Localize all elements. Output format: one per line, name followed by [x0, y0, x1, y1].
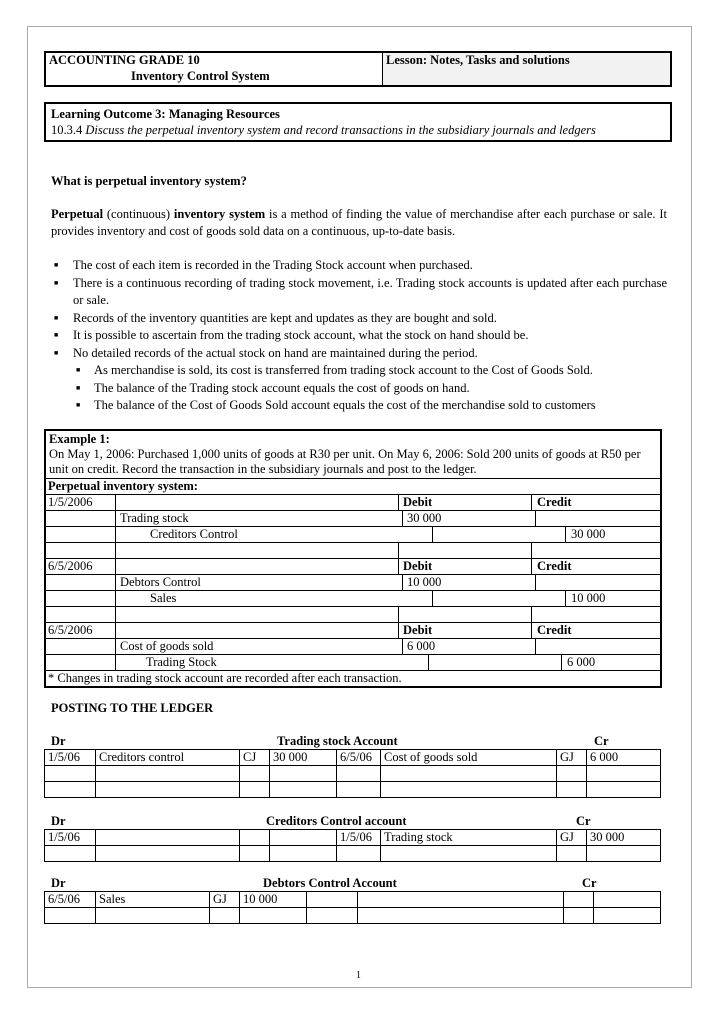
- ledger-cell: [594, 892, 661, 908]
- ledger-dr-label: Dr: [51, 734, 66, 748]
- credit-amount: 6 000: [567, 655, 596, 669]
- example-box: [44, 429, 662, 688]
- system-label: Perpetual inventory system:: [46, 478, 660, 494]
- sub-bullet-item: ■ The balance of the Cost of Goods Sold account equals the cost of the merchandise sold to customers: [48, 397, 667, 415]
- entry-date: 6/5/2006: [46, 559, 116, 574]
- ledger-dr-label: Dr: [51, 814, 66, 828]
- ledger-cell: 30 000: [587, 830, 661, 846]
- debit-account: Debtors Control: [116, 575, 403, 590]
- debit-amount: 30 000: [403, 511, 536, 526]
- credit-heading: Credit: [537, 623, 572, 637]
- credit-heading: Credit: [537, 495, 572, 509]
- ledger-cr-label: Cr: [594, 734, 609, 748]
- ledger-cell: [270, 830, 337, 846]
- bullet-item: ■ Records of the inventory quantities are kept and updates as they are bought and sold.: [48, 310, 667, 328]
- ledger-cell: Sales: [96, 892, 210, 908]
- bullet-item: ■ The cost of each item is recorded in the Trading Stock account when purchased.: [48, 257, 667, 275]
- ledger-cell: Trading stock: [381, 830, 557, 846]
- bullet-list: [48, 257, 667, 415]
- ledger-cell: 30 000: [270, 750, 337, 766]
- header-table: [44, 51, 672, 87]
- ledger-cell: 6/5/06: [337, 750, 381, 766]
- bullet-item: ■ There is a continuous recording of trading stock movement, i.e. Trading stock accounts is updated after each purchase or sale.: [48, 275, 667, 310]
- bullet-item: ■ It is possible to ascertain from the trading stock account, what the stock on hand should be.: [48, 327, 667, 345]
- subject-title: ACCOUNTING GRADE 10: [45, 52, 383, 69]
- debit-amount: 6 000: [403, 639, 536, 654]
- learning-outcome-text: Discuss the perpetual inventory system and record transactions in the subsidiary journals and ledgers: [85, 123, 596, 137]
- sub-bullet-item: ■ The balance of the Trading stock account equals the cost of goods on hand.: [48, 380, 667, 398]
- entry-date: 1/5/2006: [46, 495, 116, 510]
- learning-outcome-box: [44, 102, 672, 142]
- debit-heading: Debit: [399, 623, 532, 638]
- ledger-cell: GJ: [557, 750, 587, 766]
- ledger-cell: 6 000: [587, 750, 661, 766]
- credit-heading: Credit: [537, 559, 572, 573]
- bullet-item: ■ No detailed records of the actual stock on hand are maintained during the period.: [48, 345, 667, 363]
- learning-outcome-code: 10.3.4: [51, 123, 83, 137]
- lesson-title: Lesson: Notes, Tasks and solutions: [383, 52, 672, 86]
- credit-amount: 10 000: [571, 591, 606, 605]
- debit-account: Cost of goods sold: [116, 639, 403, 654]
- ledger-cell: 1/5/06: [45, 830, 96, 846]
- question-heading: What is perpetual inventory system?: [51, 174, 247, 188]
- learning-outcome-title: Learning Outcome 3: Managing Resources: [51, 107, 280, 121]
- ledger-cell: CJ: [240, 750, 270, 766]
- credit-account: Trading Stock: [116, 655, 429, 670]
- ledger-cell: GJ: [210, 892, 240, 908]
- credit-account: Creditors Control: [116, 527, 433, 542]
- example-text: On May 1, 2006: Purchased 1,000 units of goods at R30 per unit. On May 6, 2006: Sold 200 units of goods at R50 per unit on credit. Record the transaction in the subsidiary journals and post to the ledger.: [49, 447, 641, 476]
- ledger-cell: 10 000: [240, 892, 307, 908]
- example-note: * Changes in trading stock account are recorded after each transaction.: [46, 670, 660, 686]
- ledger-dr-label: Dr: [51, 876, 66, 890]
- posting-title: POSTING TO THE LEDGER: [51, 701, 214, 715]
- debit-heading: Debit: [399, 495, 532, 510]
- ledger-cell: [307, 892, 358, 908]
- def-term-inventory: inventory system: [173, 207, 266, 221]
- page-number: 1: [356, 970, 361, 981]
- ledger-cell: 6/5/06: [45, 892, 96, 908]
- ledger-table-debtors-control: [44, 891, 661, 924]
- topic-title: Inventory Control System: [45, 69, 383, 86]
- ledger-cell: [240, 830, 270, 846]
- ledger-cell: [96, 830, 240, 846]
- ledger-cell: [564, 892, 594, 908]
- def-rest: is a method of finding the value of merchandise after each purchase or sale. It provides inventory and cost of goods sold data on a continuous, up-to-date basis.: [51, 207, 668, 238]
- credit-amount: 30 000: [571, 527, 606, 541]
- ledger-cr-label: Cr: [576, 814, 591, 828]
- ledger-title: Trading stock Account: [277, 734, 398, 748]
- ledger-cell: Cost of goods sold: [381, 750, 557, 766]
- sub-bullet-item: ■ As merchandise is sold, its cost is transferred from trading stock account to the Cost of Goods Sold.: [48, 362, 667, 380]
- ledger-table-creditors-control: [44, 829, 661, 862]
- debit-amount: 10 000: [403, 575, 536, 590]
- ledger-cell: Creditors control: [96, 750, 240, 766]
- credit-account: Sales: [116, 591, 433, 606]
- ledger-table-trading-stock: [44, 749, 661, 798]
- def-term-perpetual: Perpetual: [51, 207, 104, 221]
- debit-heading: Debit: [399, 559, 532, 574]
- ledger-cell: 1/5/06: [337, 830, 381, 846]
- def-paren: (continuous): [106, 207, 171, 221]
- example-title: Example 1:: [49, 432, 110, 446]
- ledger-cell: [358, 892, 564, 908]
- entry-date: 6/5/2006: [46, 623, 116, 638]
- ledger-cr-label: Cr: [582, 876, 597, 890]
- definition-paragraph: [51, 206, 667, 240]
- ledger-cell: GJ: [557, 830, 587, 846]
- ledger-title: Debtors Control Account: [263, 876, 397, 890]
- ledger-title: Creditors Control account: [266, 814, 407, 828]
- debit-account: Trading stock: [116, 511, 403, 526]
- ledger-cell: 1/5/06: [45, 750, 96, 766]
